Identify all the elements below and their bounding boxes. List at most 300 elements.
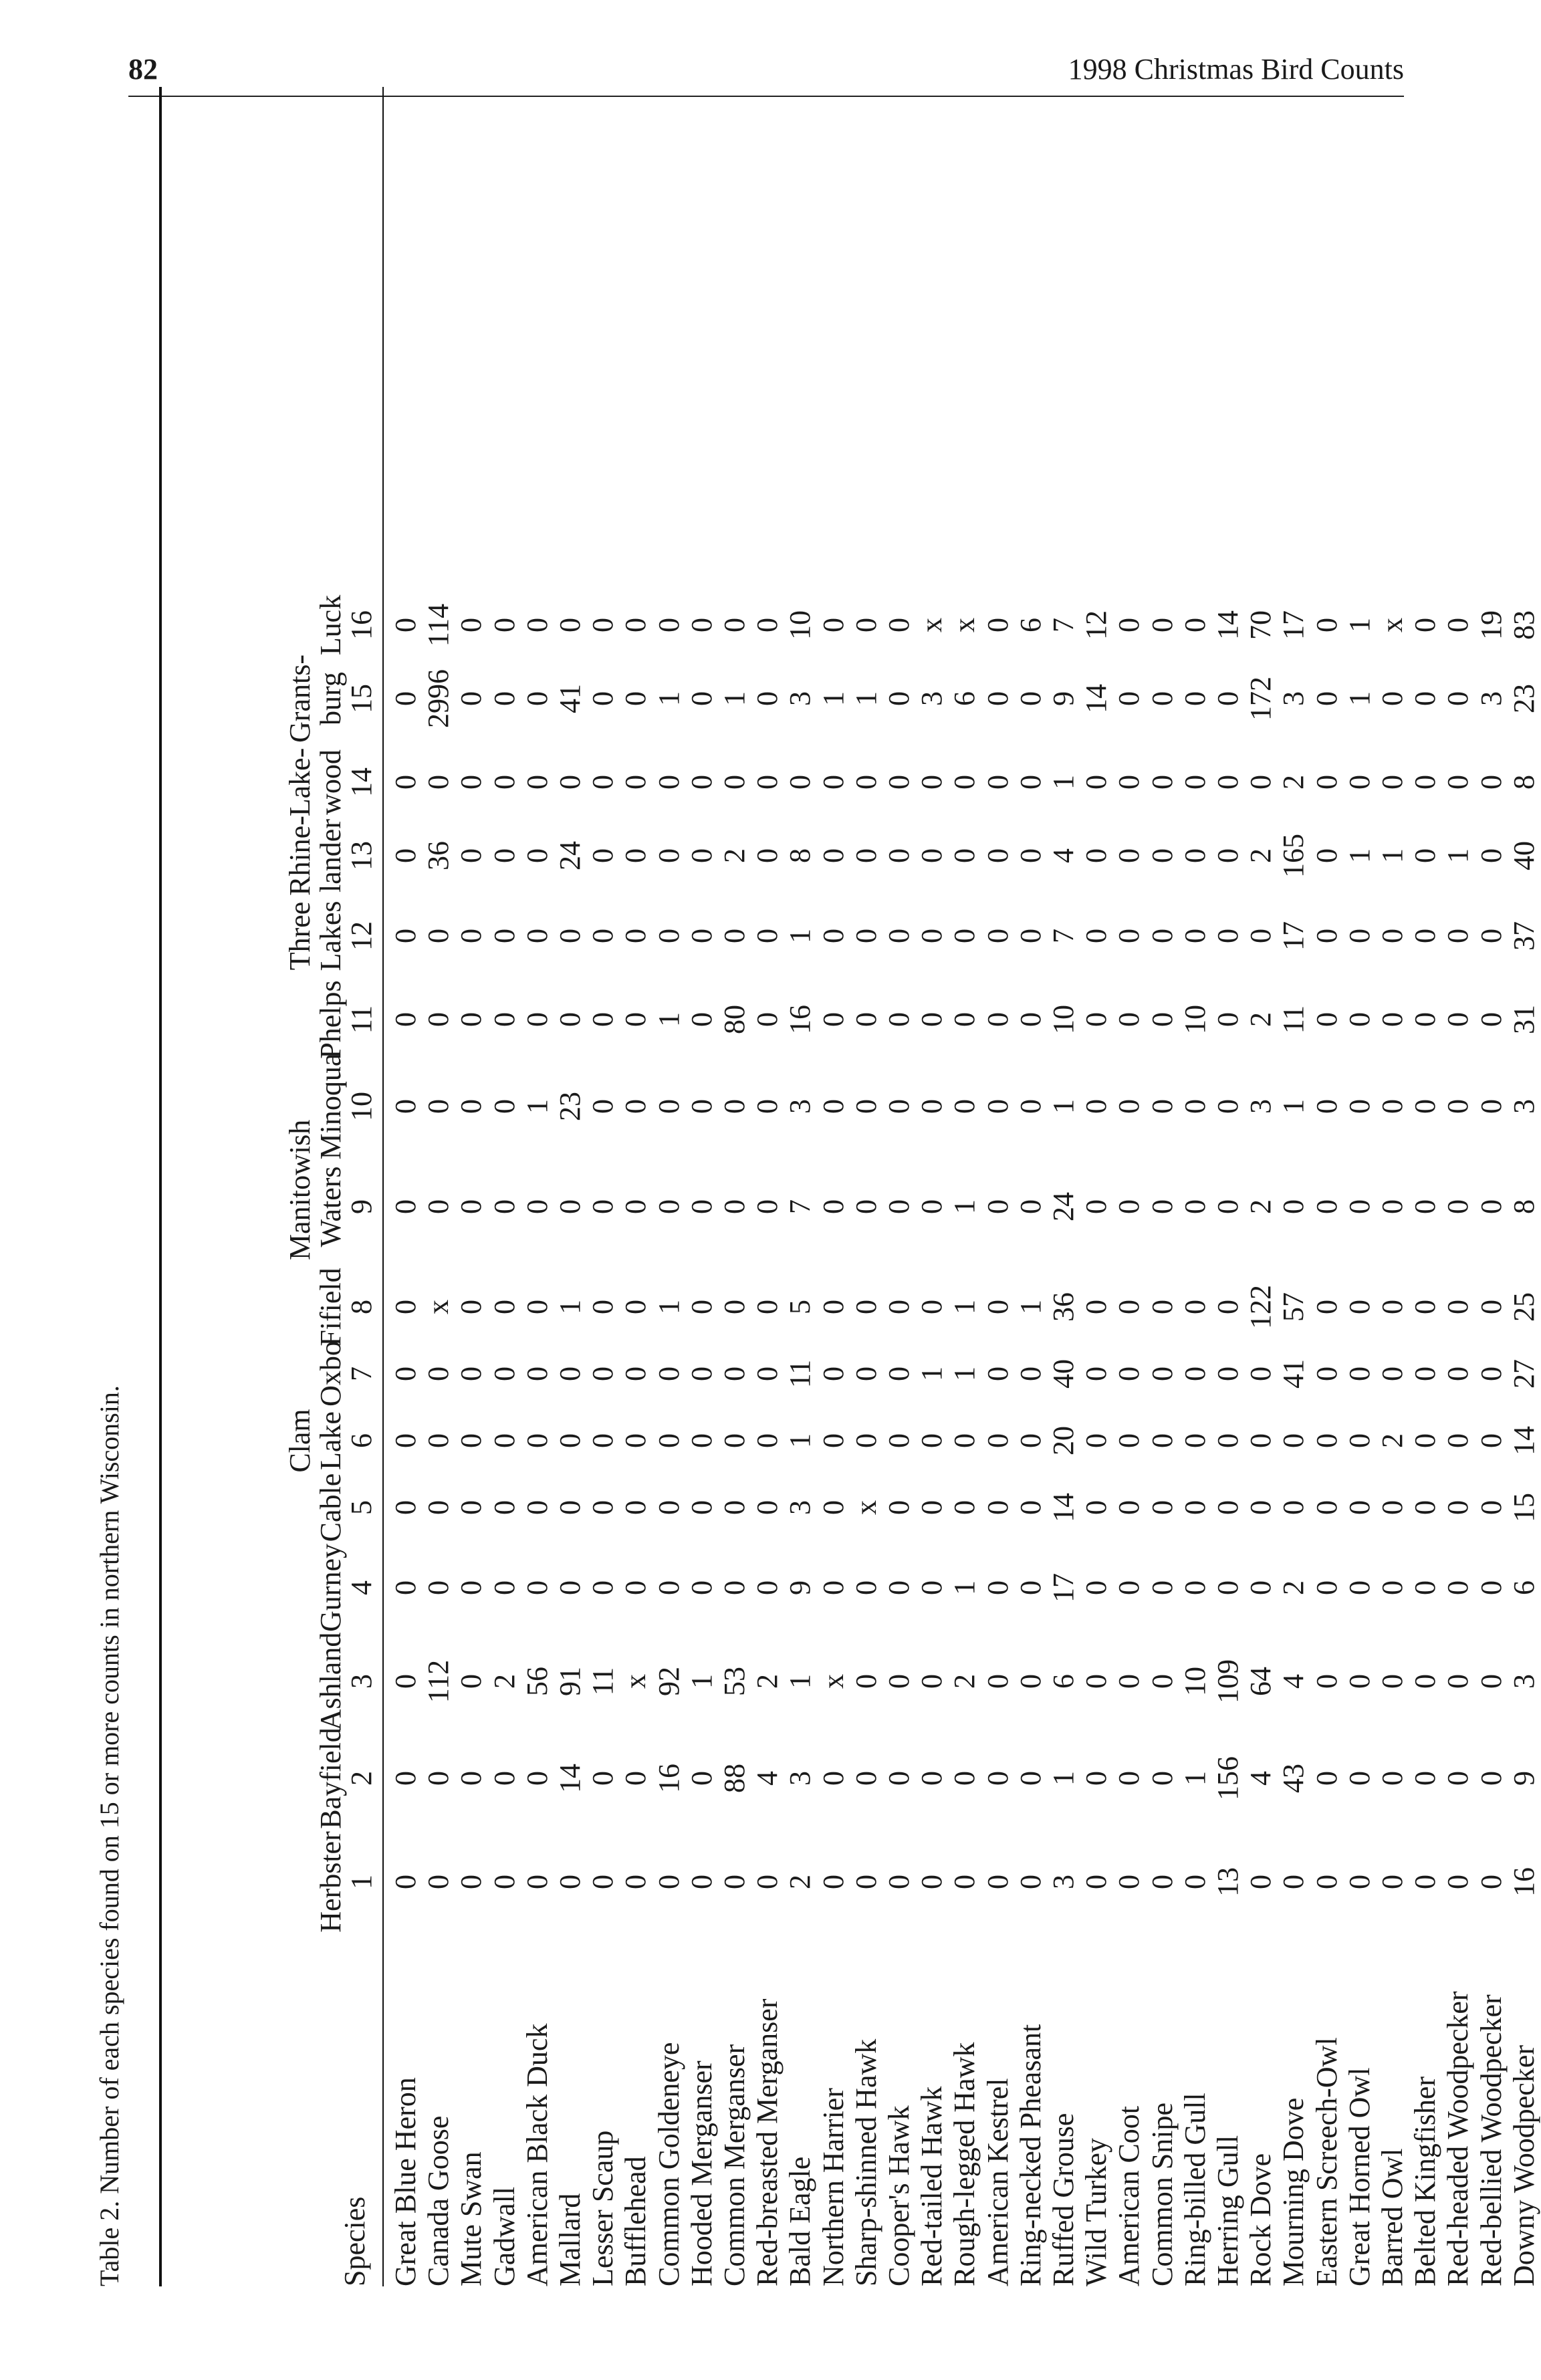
count-cell: 0 [882, 1012, 915, 1027]
count-cell: 0 [1409, 1433, 1442, 1448]
table-row [1080, 87, 1113, 2286]
count-cell: 64 [1244, 1667, 1278, 1696]
count-cell: 0 [685, 1771, 718, 1786]
count-cell: 23 [1507, 684, 1540, 713]
count-cell: 0 [652, 1500, 685, 1515]
count-cell: 0 [1409, 1366, 1442, 1381]
species-name: Belted Kingfisher [1409, 2076, 1442, 2286]
count-cell: 0 [619, 1012, 653, 1027]
count-cell: 0 [619, 848, 653, 863]
count-cell: 0 [1376, 1771, 1409, 1786]
column-number: 13 [345, 841, 378, 870]
count-cell: 0 [751, 1300, 784, 1314]
count-cell: 0 [1474, 1875, 1508, 1889]
count-cell: 2 [1376, 1433, 1409, 1448]
count-cell: 24 [554, 841, 586, 870]
table-row [1475, 87, 1508, 2286]
column-name-line: wood [314, 749, 347, 815]
count-cell: 0 [586, 1580, 620, 1595]
count-cell: 0 [685, 1199, 718, 1214]
count-cell: 80 [718, 1005, 751, 1034]
table-row [1441, 87, 1475, 2286]
count-cell: 0 [619, 1366, 653, 1381]
count-cell: 5 [784, 1300, 817, 1314]
count-cell: 0 [1474, 1433, 1508, 1448]
column-name-line: Luck [314, 594, 347, 656]
count-cell: 0 [882, 1674, 915, 1689]
count-cell: 0 [1178, 691, 1211, 706]
count-cell: 0 [882, 1099, 915, 1114]
column-name-line: Cable [314, 1473, 347, 1542]
count-cell: 156 [1211, 1756, 1244, 1800]
count-cell: 0 [1342, 1099, 1376, 1114]
table-row [488, 87, 521, 2286]
count-cell: 0 [1080, 1674, 1113, 1689]
species-name: Lesser Scaup [586, 2130, 620, 2286]
count-cell: 0 [1376, 1580, 1409, 1595]
count-cell: 0 [1376, 929, 1409, 943]
count-cell: 0 [718, 1433, 751, 1448]
count-cell: 0 [619, 1580, 653, 1595]
count-cell: 1 [816, 691, 850, 706]
count-cell: 0 [1342, 1580, 1376, 1595]
count-cell: 0 [751, 1099, 784, 1114]
column-name-line: Three [283, 901, 316, 971]
count-cell: 0 [1441, 691, 1475, 706]
count-cell: 0 [1014, 1771, 1047, 1786]
count-cell: 0 [1080, 1300, 1113, 1314]
count-cell: 0 [948, 1012, 981, 1027]
count-cell: 0 [455, 691, 488, 706]
count-cell: 24 [1047, 1192, 1080, 1221]
count-cell: 0 [1112, 1433, 1146, 1448]
count-cell: 0 [849, 1875, 882, 1889]
table-row [1508, 87, 1541, 2286]
count-cell: 0 [1277, 1500, 1310, 1515]
count-cell: 0 [1474, 929, 1508, 943]
count-cell: 109 [1211, 1659, 1244, 1703]
running-title: 1998 Christmas Bird Counts [1068, 53, 1404, 86]
count-cell: 1 [1277, 1099, 1310, 1114]
count-cell: 0 [915, 1199, 949, 1214]
count-cell: 0 [882, 691, 915, 706]
species-name: Common Snipe [1145, 2102, 1179, 2286]
count-cell: 0 [751, 929, 784, 943]
species-name: Bufflehead [619, 2156, 653, 2286]
count-cell: 36 [422, 841, 455, 870]
column-name-line: Grants- [283, 654, 316, 743]
count-cell: 0 [1409, 1199, 1442, 1214]
count-cell: 0 [652, 1580, 685, 1595]
count-cell: 0 [389, 1674, 422, 1689]
count-cell: 0 [685, 1300, 718, 1314]
count-cell: 43 [1277, 1764, 1310, 1793]
count-cell: 0 [1112, 1500, 1146, 1515]
count-cell: 0 [849, 1433, 882, 1448]
count-cell: 0 [915, 1580, 949, 1595]
count-cell: 0 [1211, 1366, 1244, 1381]
count-cell: 4 [751, 1771, 784, 1786]
column-number: 9 [345, 1199, 378, 1214]
count-cell: 0 [1014, 1099, 1047, 1114]
count-cell: 0 [1310, 1433, 1343, 1448]
count-cell: 0 [849, 1099, 882, 1114]
count-cell: 0 [487, 618, 521, 632]
column-name-line: Rhine- [283, 816, 316, 896]
count-cell: 0 [1112, 1580, 1146, 1595]
count-cell: 0 [981, 1433, 1014, 1448]
count-cell: 0 [1441, 1099, 1475, 1114]
count-cell: 0 [586, 1366, 620, 1381]
count-cell: 0 [520, 1500, 554, 1515]
column-number: 12 [345, 921, 378, 951]
count-cell: 0 [520, 1771, 554, 1786]
count-cell: 0 [1080, 1199, 1113, 1214]
count-cell: 0 [882, 1771, 915, 1786]
species-name: Ring-necked Pheasant [1014, 2024, 1047, 2286]
count-cell: 0 [1310, 1099, 1343, 1114]
count-cell: 0 [849, 618, 882, 632]
count-cell: 0 [1014, 1674, 1047, 1689]
count-cell: 41 [554, 684, 586, 713]
count-cell: 0 [981, 1875, 1014, 1889]
count-cell: 0 [1310, 1875, 1343, 1889]
count-cell: 1 [1342, 618, 1376, 632]
count-cell: 0 [586, 775, 620, 790]
column-name-line: Ashland [314, 1632, 347, 1731]
species-name: Canada Goose [422, 2115, 455, 2286]
count-cell: 0 [1376, 1012, 1409, 1027]
count-cell: 0 [1441, 1580, 1475, 1595]
count-cell: 0 [455, 1674, 488, 1689]
count-cell: 0 [981, 1674, 1014, 1689]
column-name-line: Lake [314, 1411, 347, 1470]
column-name-line: Lakes [314, 901, 347, 971]
species-name: Eastern Screech-Owl [1310, 2037, 1343, 2286]
count-cell: 0 [1441, 1771, 1475, 1786]
count-cell: 92 [652, 1667, 685, 1696]
count-cell: 0 [487, 1199, 521, 1214]
count-cell: 0 [816, 1199, 850, 1214]
header-separator-rule [382, 87, 384, 2286]
count-cell: 0 [1211, 691, 1244, 706]
count-cell: 0 [816, 775, 850, 790]
count-cell: 0 [455, 929, 488, 943]
count-cell: 0 [1211, 929, 1244, 943]
count-cell: 14 [1047, 1493, 1080, 1522]
count-cell: 0 [619, 618, 653, 632]
count-cell: 0 [1145, 1500, 1179, 1515]
count-cell: 0 [981, 1366, 1014, 1381]
count-cell: 0 [718, 1300, 751, 1314]
count-cell: 0 [1014, 1366, 1047, 1381]
count-cell: x [619, 1674, 653, 1689]
column-number: 4 [345, 1580, 378, 1595]
count-cell: 0 [1145, 1099, 1179, 1114]
count-cell: 0 [1441, 929, 1475, 943]
count-cell: 10 [1047, 1005, 1080, 1034]
count-cell: 0 [619, 1875, 653, 1889]
count-cell: 0 [1178, 618, 1211, 632]
count-cell: 2 [1244, 848, 1278, 863]
count-cell: 0 [1441, 1500, 1475, 1515]
count-cell: 0 [1310, 929, 1343, 943]
count-cell: 0 [882, 775, 915, 790]
count-cell: 56 [520, 1667, 554, 1696]
table-row [751, 87, 784, 2286]
count-cell: 0 [685, 848, 718, 863]
count-cell: 0 [1112, 775, 1146, 790]
count-cell: 0 [455, 1500, 488, 1515]
count-cell: 1 [718, 691, 751, 706]
count-cell: 172 [1244, 677, 1278, 721]
count-cell: 0 [1145, 929, 1179, 943]
count-cell: 0 [849, 929, 882, 943]
count-cell: 0 [1474, 1771, 1508, 1786]
count-cell: 0 [816, 1366, 850, 1381]
count-cell: 0 [1409, 1771, 1442, 1786]
species-name: Herring Gull [1211, 2135, 1244, 2286]
count-cell: 0 [1342, 1500, 1376, 1515]
count-cell: 0 [882, 929, 915, 943]
count-cell: 0 [1211, 1099, 1244, 1114]
count-cell: 0 [389, 1771, 422, 1786]
count-cell: 25 [1507, 1292, 1540, 1322]
count-cell: 2 [1244, 1199, 1278, 1214]
count-cell: 0 [652, 618, 685, 632]
count-cell: 0 [487, 1875, 521, 1889]
count-cell: 0 [1244, 1580, 1278, 1595]
count-cell: 0 [1112, 1771, 1146, 1786]
species-name: Great Horned Owl [1342, 2067, 1376, 2286]
count-cell: 0 [685, 1433, 718, 1448]
count-cell: 0 [1178, 1199, 1211, 1214]
count-cell: 0 [948, 929, 981, 943]
count-cell: 0 [915, 775, 949, 790]
species-name: Red-headed Woodpecker [1441, 1991, 1475, 2286]
count-cell: 0 [1376, 1674, 1409, 1689]
count-cell: 0 [619, 1771, 653, 1786]
count-cell: 0 [652, 848, 685, 863]
count-cell: 1 [1342, 848, 1376, 863]
count-cell: 0 [1409, 775, 1442, 790]
count-cell: 0 [554, 618, 586, 632]
count-cell: 17 [1047, 1573, 1080, 1602]
species-name: Downy Woodpecker [1507, 2044, 1540, 2286]
column-header-3 [316, 1628, 377, 1735]
species-name: American Black Duck [520, 2023, 554, 2286]
count-cell: 0 [1342, 1366, 1376, 1381]
count-cell: 0 [619, 691, 653, 706]
species-name: Red-tailed Hawk [915, 2086, 949, 2286]
count-cell: 0 [619, 1300, 653, 1314]
count-cell: 0 [981, 618, 1014, 632]
column-name-line: lander [314, 819, 347, 892]
column-name-line: Phelps [314, 980, 347, 1059]
count-cell: 165 [1277, 834, 1310, 878]
count-cell: 0 [619, 1433, 653, 1448]
count-cell: 0 [1342, 1300, 1376, 1314]
count-cell: 0 [1014, 691, 1047, 706]
count-cell: 0 [751, 1366, 784, 1381]
table-row [619, 87, 653, 2286]
count-cell: 0 [882, 1500, 915, 1515]
count-cell: 27 [1507, 1359, 1540, 1389]
table-row [455, 87, 488, 2286]
count-cell: 0 [1244, 1433, 1278, 1448]
count-cell: 0 [1112, 1674, 1146, 1689]
count-cell: 0 [422, 1099, 455, 1114]
count-cell: 1 [1047, 1099, 1080, 1114]
count-cell: 0 [816, 1099, 850, 1114]
count-cell: 0 [1145, 1580, 1179, 1595]
count-cell: 0 [915, 1012, 949, 1027]
count-cell: 0 [1080, 1580, 1113, 1595]
count-cell: 0 [685, 618, 718, 632]
count-cell: 0 [1310, 848, 1343, 863]
count-cell: 0 [1014, 1012, 1047, 1027]
count-cell: 0 [1441, 1199, 1475, 1214]
count-cell: 0 [1080, 848, 1113, 863]
count-cell: 0 [1376, 1300, 1409, 1314]
species-name: Great Blue Heron [389, 2077, 422, 2286]
count-cell: 0 [1310, 1366, 1343, 1381]
table-row [586, 87, 620, 2286]
column-header-2 [316, 1725, 377, 1832]
count-cell: 0 [849, 1366, 882, 1381]
count-cell: 0 [1409, 1099, 1442, 1114]
count-cell: x [422, 1300, 455, 1314]
count-cell: 2 [784, 1875, 817, 1889]
count-cell: 0 [1310, 691, 1343, 706]
count-cell: 0 [685, 1500, 718, 1515]
column-name-line: Bayfield [314, 1728, 347, 1829]
count-cell: 0 [1080, 1366, 1113, 1381]
column-number: 2 [345, 1771, 378, 1786]
count-cell: 0 [1441, 775, 1475, 790]
count-cell: 0 [1409, 1875, 1442, 1889]
count-cell: 0 [586, 848, 620, 863]
count-cell: 0 [751, 1433, 784, 1448]
table-caption: Table 2. Number of each species found on 15 or more counts in northern Wisconsin. [94, 1385, 124, 2286]
count-cell: 0 [981, 1099, 1014, 1114]
species-name: Rock Dove [1244, 2153, 1278, 2286]
count-cell: 0 [1145, 1199, 1179, 1214]
count-cell: 0 [1178, 1366, 1211, 1381]
count-cell: 6 [1047, 1674, 1080, 1689]
count-cell: 0 [1244, 929, 1278, 943]
count-cell: 7 [1047, 929, 1080, 943]
count-cell: 0 [915, 1300, 949, 1314]
count-cell: 0 [389, 1300, 422, 1314]
count-cell: 6 [948, 691, 981, 706]
count-cell: 0 [981, 1199, 1014, 1214]
count-cell: 3 [784, 691, 817, 706]
count-cell: 0 [1409, 929, 1442, 943]
count-cell: 0 [751, 1012, 784, 1027]
table-row [817, 87, 850, 2286]
count-cell: 0 [751, 618, 784, 632]
count-cell: 0 [1145, 1366, 1179, 1381]
count-cell: 0 [652, 929, 685, 943]
column-number: 1 [345, 1875, 378, 1889]
count-cell: 1 [652, 1012, 685, 1027]
count-cell: 0 [389, 1500, 422, 1515]
count-cell: 0 [1112, 1199, 1146, 1214]
count-cell: 2 [948, 1674, 981, 1689]
count-cell: 0 [1211, 1300, 1244, 1314]
count-cell: 0 [948, 1500, 981, 1515]
count-cell: 0 [1145, 775, 1179, 790]
count-cell: 3 [1277, 691, 1310, 706]
count-cell: 0 [1342, 1875, 1376, 1889]
count-cell: 0 [586, 691, 620, 706]
count-cell: 1 [652, 691, 685, 706]
count-cell: 0 [455, 1366, 488, 1381]
count-cell: 0 [1376, 1199, 1409, 1214]
count-cell: 0 [1441, 1433, 1475, 1448]
table-row [685, 87, 719, 2286]
table-row [389, 87, 423, 2286]
count-cell: 0 [849, 1771, 882, 1786]
count-cell: 0 [1080, 1771, 1113, 1786]
species-name: Cooper's Hawk [882, 2105, 915, 2286]
count-cell: 0 [422, 1875, 455, 1889]
count-cell: 0 [1080, 929, 1113, 943]
count-cell: 0 [915, 848, 949, 863]
count-cell: 0 [1474, 1099, 1508, 1114]
count-cell: 16 [1507, 1867, 1540, 1897]
count-cell: 2 [751, 1674, 784, 1689]
count-cell: 0 [1178, 1580, 1211, 1595]
count-cell: 0 [520, 848, 554, 863]
table-row [1211, 87, 1245, 2286]
count-cell: 0 [652, 1366, 685, 1381]
count-cell: 0 [1409, 1580, 1442, 1595]
count-cell: 0 [849, 775, 882, 790]
count-cell: 0 [422, 1433, 455, 1448]
count-cell: 0 [1376, 1875, 1409, 1889]
count-cell: 1 [948, 1199, 981, 1214]
count-cell: 0 [915, 1875, 949, 1889]
table-row [1047, 87, 1080, 2286]
count-cell: 0 [1178, 929, 1211, 943]
count-cell: 0 [1178, 1875, 1211, 1889]
count-cell: 0 [1376, 691, 1409, 706]
count-cell: 0 [455, 1099, 488, 1114]
count-cell: 0 [1014, 848, 1047, 863]
species-name: Sharp-shinned Hawk [849, 2038, 882, 2286]
column-number: 5 [345, 1500, 378, 1515]
count-cell: 57 [1277, 1292, 1310, 1322]
table-row [521, 87, 554, 2286]
count-cell: 0 [1474, 775, 1508, 790]
count-cell: 1 [948, 1300, 981, 1314]
count-cell: 0 [751, 848, 784, 863]
column-number: 6 [345, 1433, 378, 1448]
count-cell: 0 [1112, 618, 1146, 632]
count-cell: 0 [751, 1875, 784, 1889]
count-cell: 0 [685, 1580, 718, 1595]
count-cell: 0 [1441, 1366, 1475, 1381]
table-row [1244, 87, 1278, 2286]
count-cell: 0 [520, 1199, 554, 1214]
count-cell: 0 [422, 929, 455, 943]
count-cell: 0 [487, 1300, 521, 1314]
count-cell: 0 [389, 691, 422, 706]
count-cell: 0 [685, 1099, 718, 1114]
count-cell: 0 [981, 1500, 1014, 1515]
